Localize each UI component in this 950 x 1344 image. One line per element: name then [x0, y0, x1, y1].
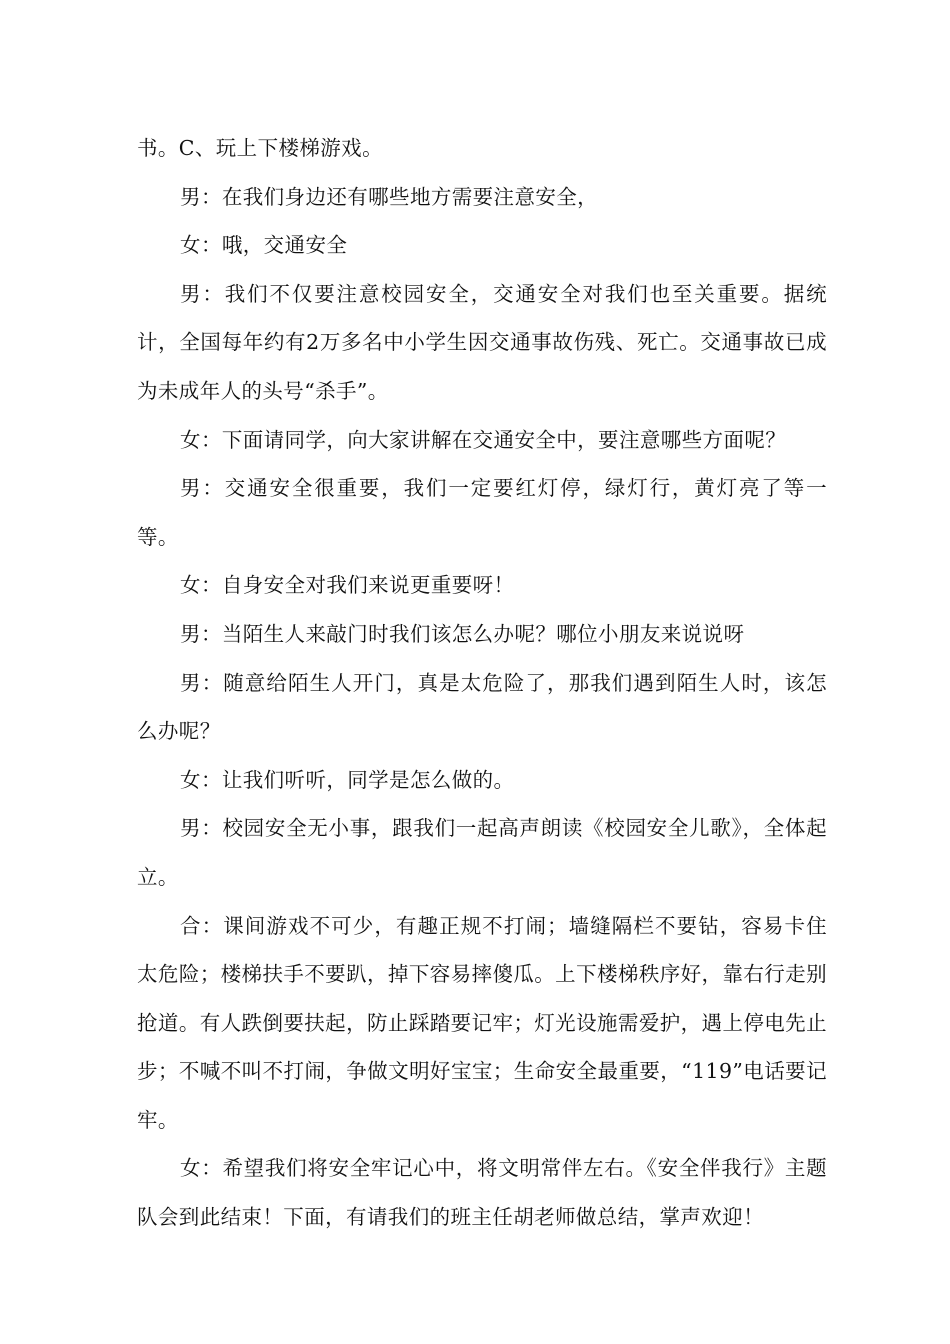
paragraph-female-4: 女：让我们听听，同学是怎么做的。 [180, 767, 515, 792]
paragraph-male-5: 男：随意给陌生人开门，真是太危险了，那我们遇到陌生人时，该怎么办呢？ [137, 670, 827, 744]
paragraph-female-1: 女：哦，交通安全 [180, 233, 348, 258]
paragraph-male-1: 男：在我们身边还有哪些地方需要注意安全， [180, 184, 599, 209]
paragraph-chorus: 合：课间游戏不可少，有趣正规不打闹；墙缝隔栏不要钻，容易卡住太危险；楼梯扶手不要趴，掉下容易摔傻瓜。上下楼梯秩序好，靠右行走别抢道。有人跌倒要扶起，防止踩踏要记牢；灯光设施需爱护，遇上停电先止步；不喊不叫不打闹，争做文明好宝宝；生命安全最重要，“119”电话要记牢。 [137, 913, 827, 1132]
paragraph-male-3: 男：交通安全很重要，我们一定要红灯停，绿灯行，黄灯亮了等一等。 [137, 476, 827, 549]
paragraph-female-3: 女：自身安全对我们来说更重要呀！ [180, 573, 515, 598]
document-body [137, 124, 827, 1242]
paragraph-male-2: 男：我们不仅要注意校园安全，交通安全对我们也至关重要。据统计，全国每年约有2万多名中小学生因交通事故伤残、死亡。交通事故已成为未成年人的头号“杀手”。 [137, 281, 827, 403]
paragraph-female-2: 女：下面请同学，向大家讲解在交通安全中，要注意哪些方面呢？ [180, 427, 787, 452]
paragraph-female-closing: 女：希望我们将安全牢记心中，将文明常伴左右。《安全伴我行》主题队会到此结束！下面，有请我们的班主任胡老师做总结，掌声欢迎！ [137, 1156, 827, 1230]
paragraph-male-4: 男：当陌生人来敲门时我们该怎么办呢？哪位小朋友来说说呀 [180, 621, 745, 646]
paragraph-male-6: 男：校园安全无小事，跟我们一起高声朗读《校园安全儿歌》，全体起立。 [137, 816, 827, 889]
paragraph-continuation: 书。C、玩上下楼梯游戏。 [137, 136, 383, 160]
